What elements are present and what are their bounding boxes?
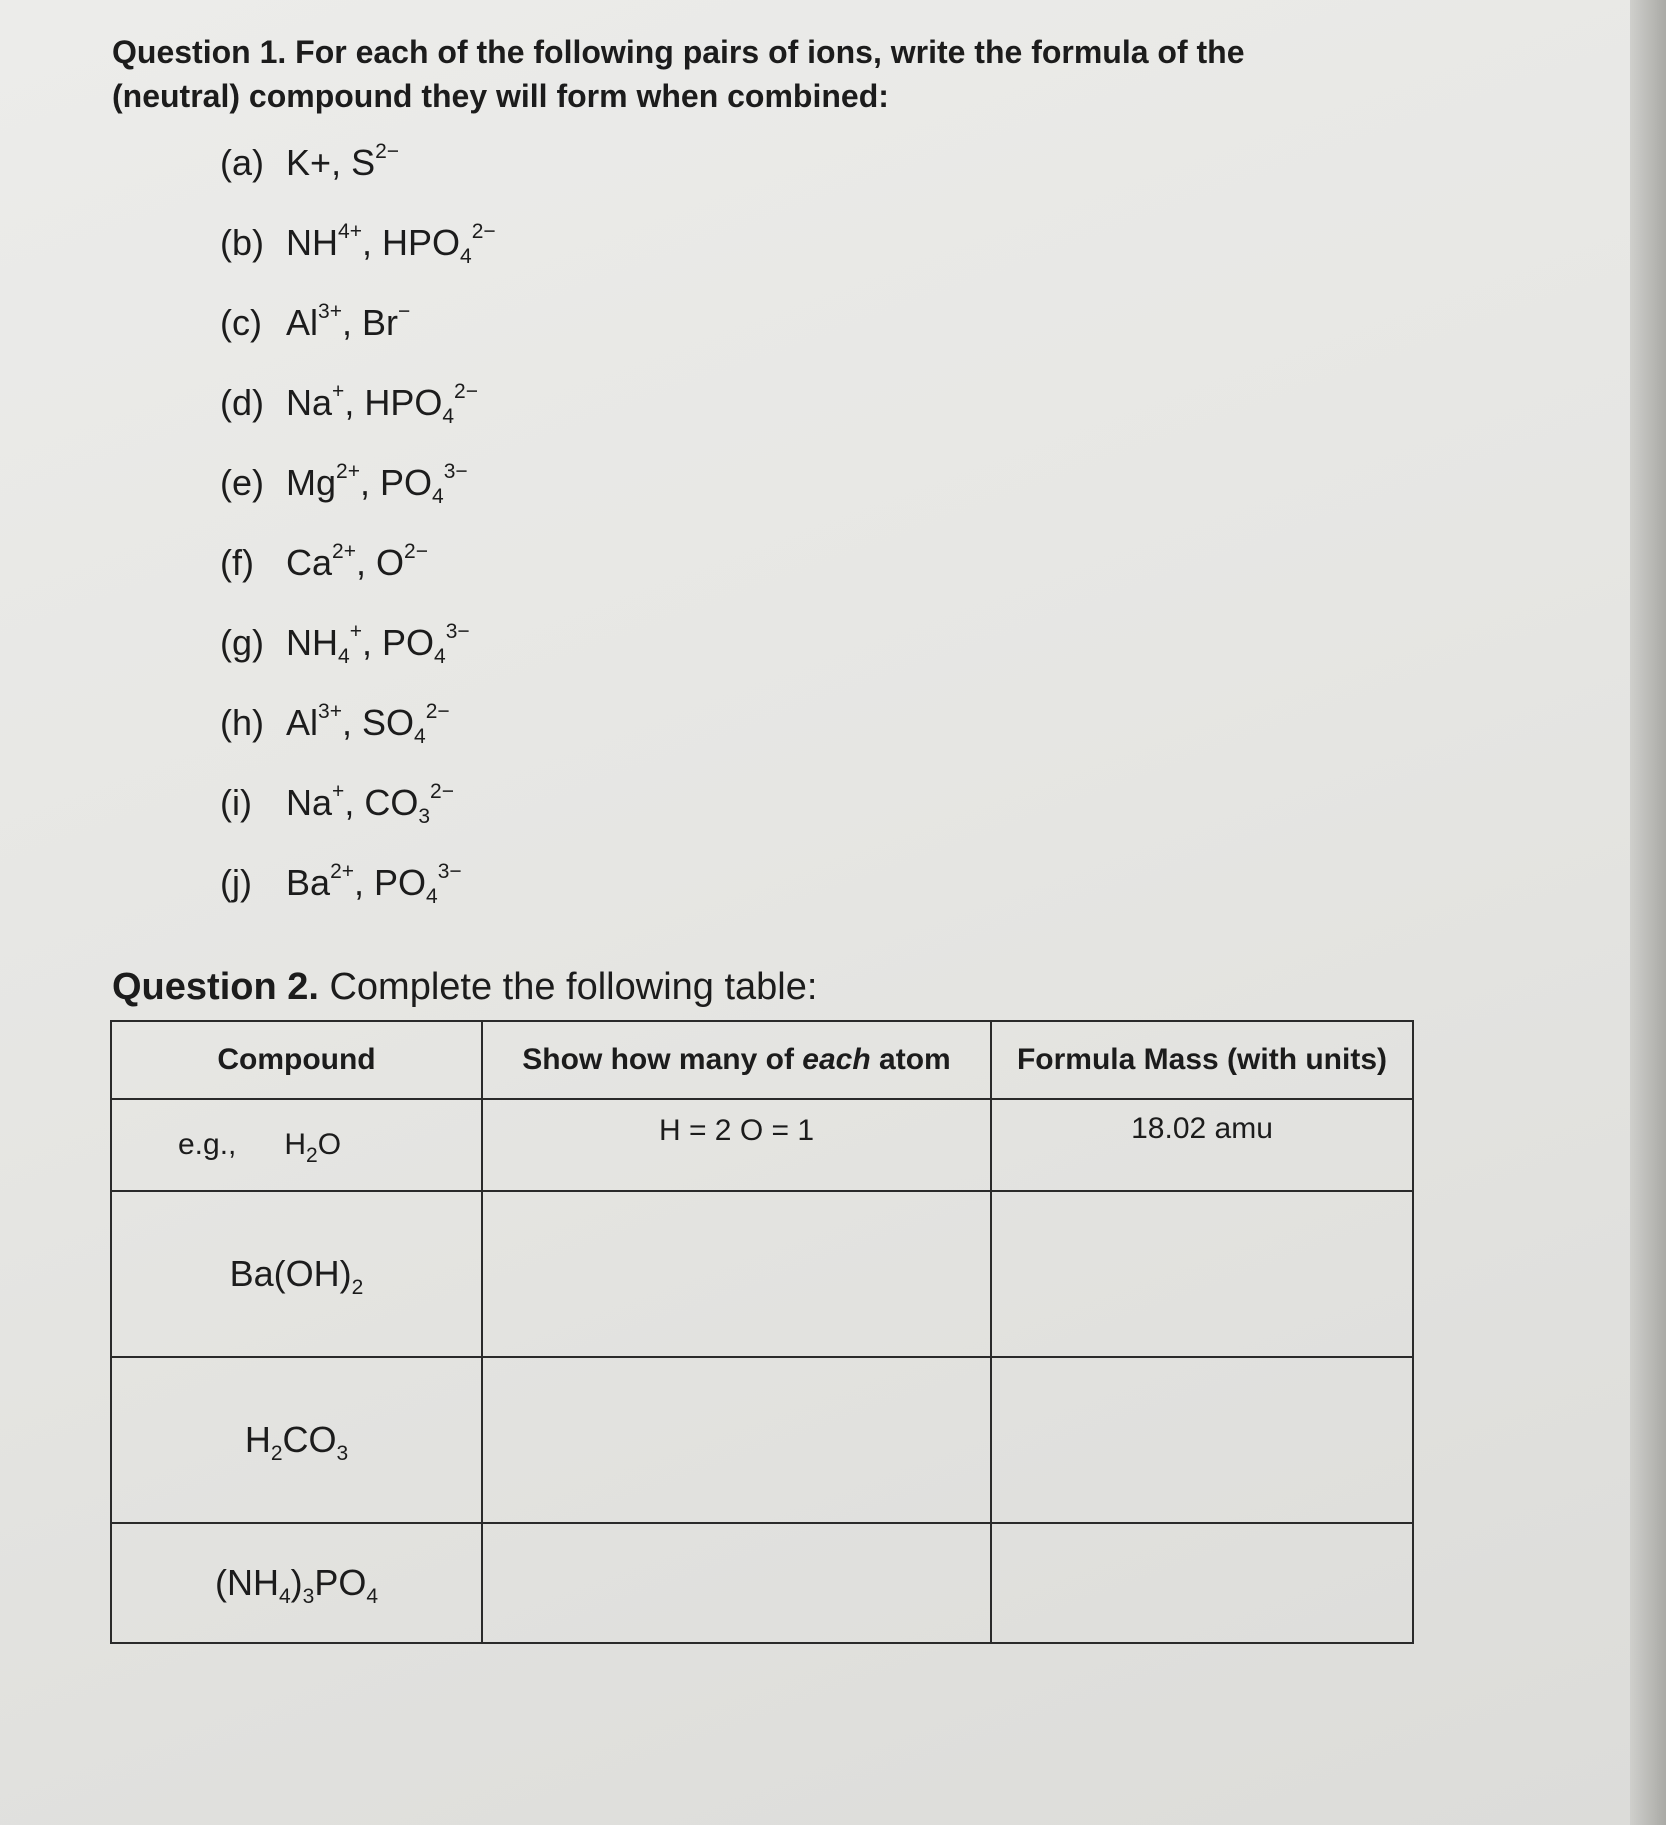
ion-pair: K+, $S^{2-}$ <box>286 138 399 194</box>
ion-pair-item <box>220 298 496 378</box>
anion: $CO_3^{2-}$ <box>364 780 454 828</box>
item-label: (b) <box>220 222 264 263</box>
header-atoms-post: atom <box>870 1043 951 1076</box>
table-row-example <box>111 1099 1413 1191</box>
atoms-answer-cell[interactable] <box>482 1523 991 1643</box>
ion-pair: $Al^{3+}$, $SO_4^{2-}$ <box>286 698 450 754</box>
ion-pair: Na+, $CO_3^{2-}$ <box>286 778 454 834</box>
compound-cell-h2co3: $H_2CO_3$ <box>111 1357 482 1523</box>
header-atoms-each: each <box>802 1043 871 1076</box>
ion-pair: $Ba^{2+}$, $PO_4^{3-}$ <box>286 858 462 914</box>
table-row <box>111 1191 1413 1357</box>
ion-pair: $NH_4^+$, $PO_4^{3-}$ <box>286 618 470 674</box>
example-compound-cell <box>111 1099 482 1191</box>
anion: $PO_4^{3-}$ <box>374 860 462 908</box>
example-mass-cell: 18.02 amu <box>991 1099 1413 1191</box>
atoms-answer-cell[interactable] <box>482 1191 991 1357</box>
ion-pair: Na+, $HPO_4^{2-}$ <box>286 378 478 434</box>
cation: Na+ <box>286 780 345 823</box>
compound-cell-ba-oh-2: $Ba(OH)_2$ <box>111 1191 482 1357</box>
ion-pair-item <box>220 538 496 618</box>
anion: Br− <box>362 300 411 343</box>
ion-pair-item <box>220 458 496 538</box>
ion-pair-item <box>220 778 496 858</box>
ion-pair-item <box>220 618 496 698</box>
item-label: (c) <box>220 302 262 343</box>
ion-pairs-list <box>220 138 496 938</box>
item-label: (h) <box>220 702 264 743</box>
table-row <box>111 1357 1413 1523</box>
cation: $Mg^{2+}$ <box>286 460 360 503</box>
ion-pair: $Mg^{2+}$, $PO_4^{3-}$ <box>286 458 468 514</box>
anion: $PO_4^{3-}$ <box>380 460 468 508</box>
table-header-row <box>111 1021 1413 1099</box>
ion-pair-item <box>220 698 496 778</box>
item-label: (j) <box>220 862 252 903</box>
mass-answer-cell[interactable] <box>991 1191 1413 1357</box>
ion-pair-item <box>220 378 496 458</box>
anion: $PO_4^{3-}$ <box>381 620 470 668</box>
anion: $SO_4^{2-}$ <box>362 700 450 748</box>
cation: $Al^{3+}$ <box>286 700 342 743</box>
cation: $Ba^{2+}$ <box>286 860 355 903</box>
cation: $NH_4^+$ <box>286 620 362 668</box>
compound-table <box>110 1020 1414 1644</box>
table-row <box>111 1523 1413 1643</box>
header-atoms-pre: Show how many of <box>522 1043 803 1076</box>
compound-cell-nh4-3po4: $(NH_4)_3PO_4$ <box>111 1523 482 1643</box>
anion: $O^{2-}$ <box>376 540 428 583</box>
cation: $Al^{3+}$ <box>286 300 342 343</box>
question2-title <box>112 962 817 1012</box>
item-label: (i) <box>220 782 252 823</box>
question2-instruction: Complete the following table: <box>318 966 818 1008</box>
ion-pair-item <box>220 858 496 938</box>
atoms-answer-cell[interactable] <box>482 1357 991 1523</box>
example-prefix: e.g., <box>178 1128 237 1161</box>
cation: K+ <box>286 142 332 183</box>
header-compound: Compound <box>111 1021 482 1099</box>
item-label: (f) <box>220 542 254 583</box>
cation: $NH^{4+}$ <box>286 220 362 263</box>
ion-pair-item <box>220 138 496 218</box>
header-atoms <box>482 1021 991 1099</box>
example-formula: $H_2O$ <box>284 1128 342 1167</box>
item-label: (a) <box>220 142 264 183</box>
question1-title-line2: (neutral) compound they will form when combined: <box>112 78 889 114</box>
mass-answer-cell[interactable] <box>991 1523 1413 1643</box>
question1-title <box>112 30 1352 118</box>
item-label: (d) <box>220 382 264 423</box>
mass-answer-cell[interactable] <box>991 1357 1413 1523</box>
anion: $HPO_4^{2-}$ <box>381 220 496 268</box>
ion-pair-item <box>220 218 496 298</box>
question1-title-line1: Question 1. For each of the following pairs of ions, write the formula of the <box>112 34 1245 70</box>
paper-edge <box>1630 0 1666 1825</box>
ion-pair: $Ca^{2+}$, $O^{2-}$ <box>286 538 428 594</box>
example-atoms-cell: H = 2 O = 1 <box>482 1099 991 1191</box>
ion-pair: $NH^{4+}$, $HPO_4^{2-}$ <box>286 218 496 274</box>
item-label: (g) <box>220 622 264 663</box>
cation: $Ca^{2+}$ <box>286 540 356 583</box>
item-label: (e) <box>220 462 264 503</box>
cation: Na+ <box>286 380 345 423</box>
question2-label: Question 2. <box>112 966 319 1008</box>
anion: $S^{2-}$ <box>351 140 400 183</box>
ion-pair: $Al^{3+}$, Br− <box>286 298 410 354</box>
header-formula-mass: Formula Mass (with units) <box>991 1021 1413 1099</box>
anion: $HPO_4^{2-}$ <box>364 380 478 428</box>
